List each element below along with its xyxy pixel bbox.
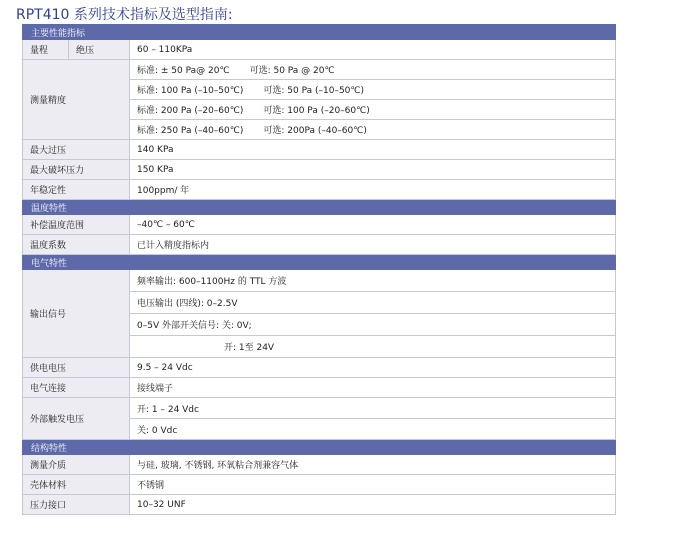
table-row xyxy=(23,235,616,255)
table-row xyxy=(23,40,616,60)
row-sublabel: 绝压 xyxy=(69,40,130,60)
row-value: 接线端子 xyxy=(130,378,616,398)
table-row xyxy=(23,495,616,515)
row-label: 年稳定性 xyxy=(23,180,130,200)
row-value: 9.5 – 24 Vdc xyxy=(130,358,616,378)
table-row xyxy=(23,455,616,475)
row-label: 外部触发电压 xyxy=(23,398,130,440)
row-value: –40℃ – 60℃ xyxy=(130,215,616,235)
row-label: 供电电压 xyxy=(23,358,130,378)
table-row xyxy=(23,160,616,180)
section-title: 结构特性 xyxy=(23,440,616,455)
table-row xyxy=(23,398,616,419)
section-header-elec xyxy=(23,255,616,270)
table-row xyxy=(23,270,616,292)
page-title: RPT410 系列技术指标及选型指南: xyxy=(16,7,233,23)
std-value: 标准: ± 50 Pa@ 20℃ xyxy=(137,66,230,76)
row-label: 最大过压 xyxy=(23,140,130,160)
row-value: 100ppm/ 年 xyxy=(130,180,616,200)
opt-value: 可选: 50 Pa (–10–50℃) xyxy=(263,86,365,96)
table-row xyxy=(23,60,616,80)
section-title: 温度特性 xyxy=(23,200,616,215)
row-value: 140 KPa xyxy=(130,140,616,160)
row-value xyxy=(130,60,616,80)
opt-value: 可选: 100 Pa (–20–60℃) xyxy=(263,106,370,116)
section-title: 电气特性 xyxy=(23,255,616,270)
row-value: 已计入精度指标内 xyxy=(130,235,616,255)
spec-table xyxy=(22,24,616,515)
row-label: 量程 xyxy=(23,40,69,60)
std-value: 标准: 100 Pa (–10–50℃) xyxy=(137,86,244,96)
row-value: 电压输出 (四线): 0–2.5V xyxy=(130,292,616,314)
row-value: 150 KPa xyxy=(130,160,616,180)
table-row xyxy=(23,378,616,398)
row-value: 开: 1 – 24 Vdc xyxy=(130,398,616,419)
row-label: 输出信号 xyxy=(23,270,130,358)
table-row xyxy=(23,215,616,235)
table-row xyxy=(23,140,616,160)
row-label: 测量介质 xyxy=(23,455,130,475)
table-row xyxy=(23,180,616,200)
std-value: 标准: 250 Pa (–40–60℃) xyxy=(137,126,244,136)
row-value: 频率输出: 600–1100Hz 的 TTL 方波 xyxy=(130,270,616,292)
row-value xyxy=(130,120,616,140)
row-label: 最大破坏压力 xyxy=(23,160,130,180)
table-row xyxy=(23,358,616,378)
row-label: 补偿温度范围 xyxy=(23,215,130,235)
row-value: 0–5V 外部开关信号: 关: 0V; xyxy=(130,314,616,336)
opt-value: 可选: 200Pa (–40–60℃) xyxy=(263,126,367,136)
std-value: 标准: 200 Pa (–20–60℃) xyxy=(137,106,244,116)
section-title: 主要性能指标 xyxy=(23,25,616,40)
section-header-temp xyxy=(23,200,616,215)
row-value: 10–32 UNF xyxy=(130,495,616,515)
row-value: 开: 1至 24V xyxy=(130,336,616,358)
row-value xyxy=(130,100,616,120)
section-header-struct xyxy=(23,440,616,455)
table-row xyxy=(23,475,616,495)
opt-value: 可选: 50 Pa @ 20℃ xyxy=(249,66,335,76)
row-label: 电气连接 xyxy=(23,378,130,398)
row-value: 60 – 110KPa xyxy=(130,40,616,60)
row-label: 测量精度 xyxy=(23,60,130,140)
row-label: 压力接口 xyxy=(23,495,130,515)
row-value: 不锈钢 xyxy=(130,475,616,495)
row-value: 关: 0 Vdc xyxy=(130,419,616,440)
row-label: 温度系数 xyxy=(23,235,130,255)
row-label: 壳体材料 xyxy=(23,475,130,495)
row-value xyxy=(130,80,616,100)
row-value: 与硅, 玻璃, 不锈钢, 环氧粘合剂兼容气体 xyxy=(130,455,616,475)
section-header-main xyxy=(23,25,616,40)
